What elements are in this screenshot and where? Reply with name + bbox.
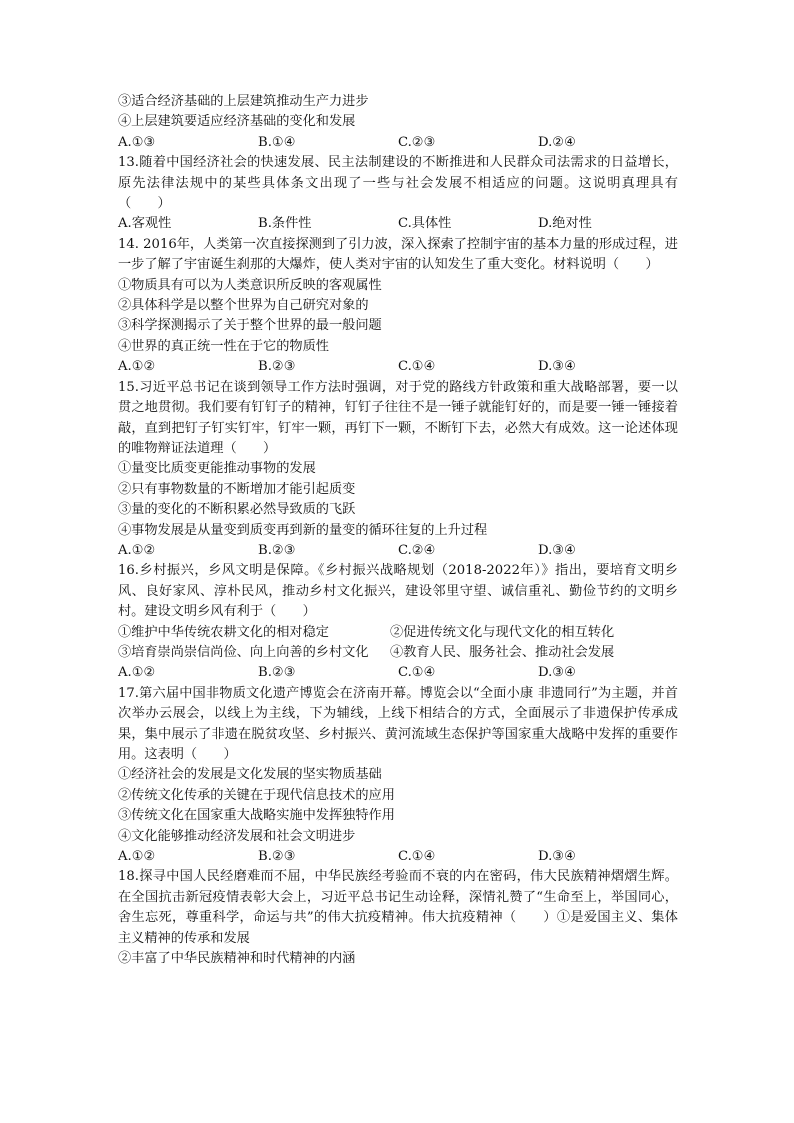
q14-options — [118, 357, 678, 377]
q16-items-row-2 — [118, 643, 678, 663]
q12-option-a: A.①③ — [118, 134, 156, 150]
q17-options — [118, 847, 678, 867]
q15-item-4: ④事物发展是从量变到质变再到新的量变的循环往复的上升过程 — [118, 522, 488, 538]
q12-option-b: B.①④ — [258, 134, 296, 150]
exam-page — [118, 92, 678, 969]
q16-item-3: ③培育崇尚崇信尚俭、向上向善的乡村文化 — [118, 644, 369, 660]
q18-item-2: ②丰富了中华民族精神和时代精神的内涵 — [118, 951, 356, 967]
q16-options — [118, 663, 678, 683]
q14-stem: 14. 2016年，人类第一次直接探测到了引力波，深入探索了控制宇宙的基本力量的形成过程，进一步了解了宇宙诞生刹那的大爆炸，使人类对宇宙的认知发生了重大变化。材料说明（ ） — [118, 236, 678, 273]
q17-item-2: ②传统文化传承的关键在于现代信息技术的应用 — [118, 787, 395, 803]
q14-item-4: ④世界的真正统一性在于它的物质性 — [118, 338, 329, 354]
q17-option-d: D.③④ — [538, 849, 576, 865]
q16-item-1: ①维护中华传统农耕文化的相对稳定 — [118, 624, 329, 640]
q16-option-b: B.②③ — [258, 665, 296, 681]
q16-item-2: ②促进传统文化与现代文化的相互转化 — [390, 624, 615, 640]
q14-option-c: C.①④ — [398, 359, 436, 375]
q17-option-c: C.①④ — [398, 849, 436, 865]
q17-option-a: A.①② — [118, 849, 156, 865]
q15-option-a: A.①② — [118, 542, 156, 558]
q17-item-1: ①经济社会的发展是文化发展的坚实物质基础 — [118, 767, 382, 783]
q17-item-3: ③传统文化在国家重大战略实施中发挥独特作用 — [118, 808, 395, 824]
q15-option-b: B.②③ — [258, 542, 296, 558]
q12-item-4: ④上层建筑要适应经济基础的变化和发展 — [118, 114, 356, 130]
q14-option-a: A.①② — [118, 359, 156, 375]
q15-stem: 15.习近平总书记在谈到领导工作方法时强调，对于党的路线方针政策和重大战略部署，要一以贯之地贯彻。我们要有钉钉子的精神，钉钉子往往不是一锤子就能钉好的，而是要一锤一锤接着敲，直到把钉子钉实钉牢，钉牢一颗，再钉下一颗，不断钉下去，必然大有成效。这一论述体现的唯物辩证法道理（ ） — [118, 379, 678, 456]
q12-option-d: D.②④ — [538, 134, 576, 150]
q15-item-3: ③量的变化的不断积累必然导致质的飞跃 — [118, 502, 356, 518]
q16-option-d: D.③④ — [538, 665, 576, 681]
q15-option-d: D.③④ — [538, 542, 576, 558]
q13-option-d: D.绝对性 — [538, 216, 592, 232]
q15-item-2: ②只有事物数量的不断增加才能引起质变 — [118, 481, 356, 497]
q12-option-c: C.②③ — [398, 134, 436, 150]
q17-option-b: B.②③ — [258, 849, 296, 865]
q16-option-a: A.①② — [118, 665, 156, 681]
q14-option-b: B.②③ — [258, 359, 296, 375]
q13-option-a: A.客观性 — [118, 216, 172, 232]
q17-stem: 17.第六届中国非物质文化遗产博览会在济南开幕。博览会以“全面小康 非遗同行”为主题，并首次举办云展会，以线上为主线，下为辅线，上线下相结合的方式，全面展示了非遗保护传承成果，集中展示了非遗在脱贫攻坚、乡村振兴、黄河流域生态保护等国家重大战略中发挥的重要作用。这表明（ ） — [118, 685, 678, 762]
q13-option-c: C.具体性 — [398, 216, 452, 232]
q15-item-1: ①量变比质变更能推动事物的发展 — [118, 461, 316, 477]
q16-items-row-1 — [118, 623, 678, 643]
q15-options — [118, 541, 678, 561]
q14-item-1: ①物质具有可以为人类意识所反映的客观属性 — [118, 277, 382, 293]
q13-option-b: B.条件性 — [258, 216, 312, 232]
q16-stem: 16.乡村振兴，乡风文明是保障。《乡村振兴战略规划（2018-2022年）》指出，要培育文明乡风、良好家风、淳朴民风，推动乡村文化振兴，建设邻里守望、诚信重礼、勤俭节约的文明乡村。建设文明乡风有利于（ ） — [118, 563, 678, 620]
q15-option-c: C.②④ — [398, 542, 436, 558]
q13-stem: 13.随着中国经济社会的快速发展、民主法制建设的不断推进和人民群众司法需求的日益增长，原先法律法规中的某些具体条文出现了一些与社会发展不相适应的问题。这说明真理具有（ ） — [118, 155, 678, 212]
q14-option-d: D.③④ — [538, 359, 576, 375]
q14-item-3: ③科学探测揭示了关于整个世界的最一般问题 — [118, 318, 382, 334]
q17-item-4: ④文化能够推动经济发展和社会文明进步 — [118, 828, 356, 844]
q16-item-4: ④教育人民、服务社会、推动社会发展 — [390, 644, 615, 660]
q12-options — [118, 133, 678, 153]
q16-option-c: C.①④ — [398, 665, 436, 681]
q12-item-3: ③适合经济基础的上层建筑推动生产力进步 — [118, 94, 369, 109]
q14-item-2: ②具体科学是以整个世界为自己研究对象的 — [118, 298, 369, 314]
q18-stem: 18.探寻中国人民经磨难而不屈，中华民族经考验而不衰的内在密码，伟大民族精神熠熠生辉。在全国抗击新冠疫情表彰大会上，习近平总书记生动诠释，深情礼赞了“生命至上，举国同心，舍生忘死，尊重科学，命运与共”的伟大抗疫精神。伟大抗疫精神（ ）①是爱国主义、集体主义精神的传承和发展 — [118, 869, 678, 946]
q13-options — [118, 214, 678, 234]
